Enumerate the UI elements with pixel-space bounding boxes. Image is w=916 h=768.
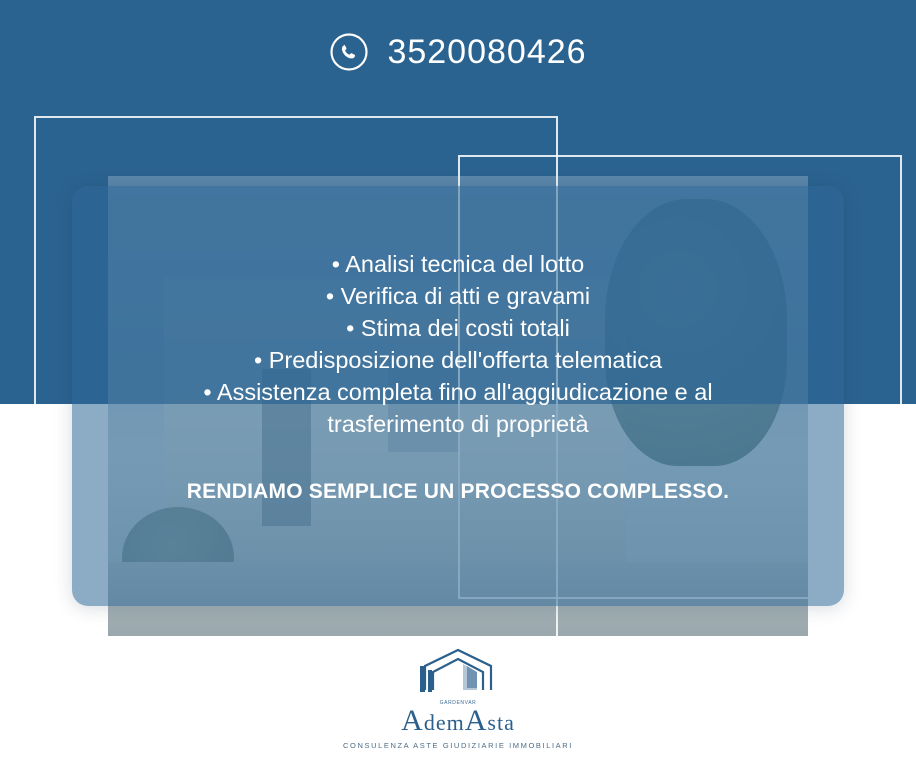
services-card: [72, 186, 844, 606]
logo-subtitle: CONSULENZA ASTE GIUDIZIARIE IMMOBILIARI: [343, 741, 573, 750]
house-logo-icon: [363, 646, 553, 708]
logo-name-a1: A: [401, 704, 424, 737]
contact-header: [0, 32, 916, 72]
list-item: • Assistenza completa fino all'aggiudicazione e al trasferimento di proprietà: [72, 376, 844, 440]
whatsapp-icon: [329, 32, 369, 72]
list-item: • Verifica di atti e gravami: [72, 280, 844, 312]
services-list: [72, 248, 844, 440]
list-item: • Analisi tecnica del lotto: [72, 248, 844, 280]
logo-wordmark: [401, 704, 515, 738]
list-item: • Stima dei costi totali: [72, 312, 844, 344]
logo-name-dem: dem: [423, 710, 465, 735]
tagline: RENDIAMO SEMPLICE UN PROCESSO COMPLESSO.: [186, 480, 730, 503]
logo-name-a2: A: [464, 704, 488, 737]
logo-block: [0, 646, 916, 750]
logo-name-sta: sta: [487, 710, 515, 735]
logo-tiny-label: GARDENVAR: [439, 700, 477, 706]
list-item: • Predisposizione dell'offerta telematica: [72, 344, 844, 376]
phone-number[interactable]: 3520080426: [387, 32, 587, 71]
